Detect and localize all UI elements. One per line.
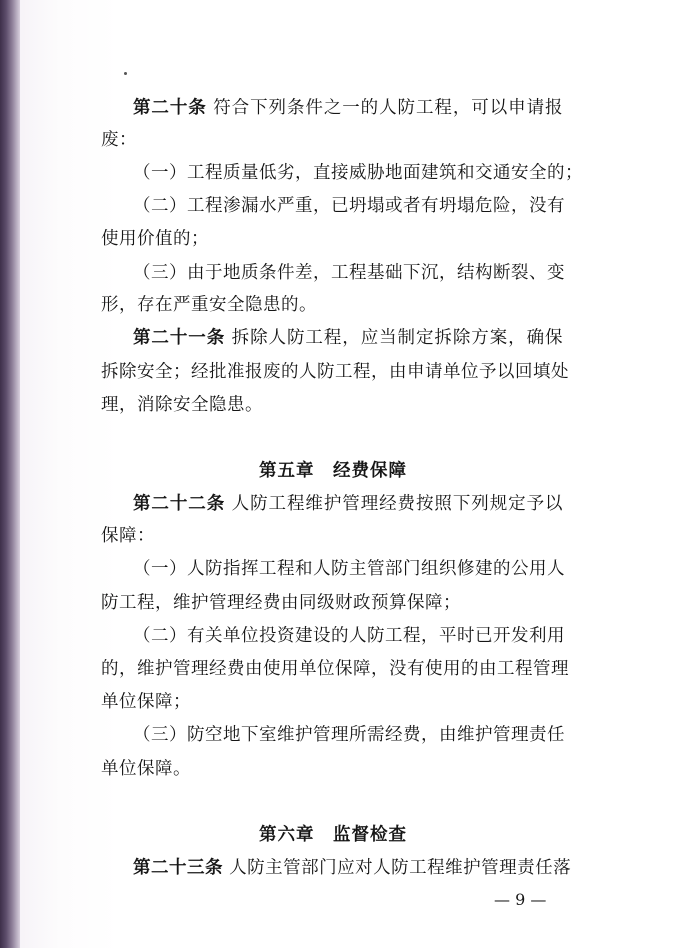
scan-speck — [124, 72, 127, 75]
article-22-line-2: 保障： — [101, 526, 155, 546]
article-20-line-1 — [133, 96, 563, 120]
article-22-item-2-line-1: （二）有关单位投资建设的人防工程，平时已开发利用 — [133, 626, 565, 646]
article-23-line-1 — [133, 856, 572, 880]
article-20-item-3-line-2: 形，存在严重安全隐患的。 — [101, 295, 317, 315]
article-22-item-3-line-2: 单位保障。 — [101, 759, 191, 779]
article-21-line-2: 拆除安全；经批准报废的人防工程，由申请单位予以回填处 — [101, 362, 569, 382]
article-20-item-1: （一）工程质量低劣，直接威胁地面建筑和交通安全的； — [133, 163, 583, 183]
article-22-label: 第二十二条 — [133, 494, 226, 514]
article-22-item-2-line-2: 的，维护管理经费由使用单位保障，没有使用的由工程管理 — [101, 659, 569, 679]
article-20-item-3-line-1: （三）由于地质条件差，工程基础下沉，结构断裂、变 — [133, 263, 565, 283]
article-22-item-3-line-1: （三）防空地下室维护管理所需经费，由维护管理责任 — [133, 725, 565, 745]
scan-binding-edge — [0, 0, 20, 948]
article-20-line-2: 废： — [101, 130, 137, 150]
article-21-text: 拆除人防工程，应当制定拆除方案，确保 — [231, 328, 564, 348]
article-21-label: 第二十一条 — [133, 328, 226, 348]
article-23-text: 人防主管部门应对人防工程维护管理责任落 — [229, 858, 572, 878]
article-20-item-2-line-1: （二）工程渗漏水严重，已坍塌或者有坍塌危险，没有 — [133, 196, 565, 216]
article-22-text: 人防工程维护管理经费按照下列规定予以 — [231, 494, 564, 514]
article-22-item-1-line-2: 防工程，维护管理经费由同级财政预算保障； — [101, 593, 461, 613]
article-21-line-3: 理，消除安全隐患。 — [101, 395, 263, 415]
page-number: — 9 — — [494, 890, 547, 909]
article-23-label: 第二十三条 — [133, 858, 223, 878]
article-20-label: 第二十条 — [133, 98, 207, 118]
article-20-item-2-line-2: 使用价值的； — [101, 229, 209, 249]
article-21-line-1 — [133, 326, 563, 350]
article-20-text: 符合下列条件之一的人防工程，可以申请报 — [213, 98, 563, 118]
article-22-item-1-line-1: （一）人防指挥工程和人防主管部门组织修建的公用人 — [133, 559, 565, 579]
article-22-line-1 — [133, 492, 563, 516]
article-22-item-2-line-3: 单位保障； — [101, 692, 191, 712]
chapter-6-heading: 第六章 监督检查 — [259, 825, 407, 845]
chapter-5-heading: 第五章 经费保障 — [259, 461, 407, 481]
